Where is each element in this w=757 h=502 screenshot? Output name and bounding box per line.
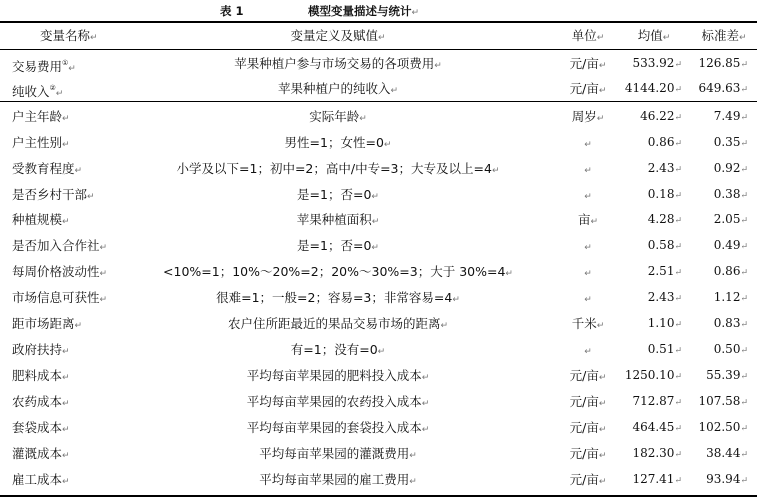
cell-unit: 周岁↵: [571, 109, 605, 124]
cell-mean: 0.86↵: [647, 135, 682, 149]
paragraph-mark-icon: ↵: [598, 61, 607, 71]
footnote-marker: ①: [62, 59, 69, 67]
table-row: [0, 389, 757, 414]
paragraph-mark-icon: ↵: [674, 398, 682, 408]
table-row: [0, 207, 757, 232]
cell-sd: 0.38↵: [713, 187, 748, 201]
cell-name: 距市场距离↵: [12, 316, 83, 331]
cell-unit: 亩↵: [577, 212, 599, 227]
table-row: [0, 285, 757, 310]
cell-definition: 是=1；否=0↵: [297, 238, 379, 253]
table-row: [0, 467, 757, 492]
cell-definition: 平均每亩苹果园的肥料投入成本↵: [246, 368, 430, 383]
cell-unit: 元/亩↵: [569, 446, 607, 461]
paragraph-mark-icon: ↵: [674, 346, 682, 356]
table-row: [0, 311, 757, 336]
header-mean: 均值↵: [637, 28, 671, 43]
cell-name: 受教育程度↵: [12, 161, 83, 176]
paragraph-mark-icon: ↵: [740, 113, 748, 123]
cell-name: 纯收入②↵: [12, 84, 64, 99]
header-rule: [0, 49, 757, 50]
paragraph-mark-icon: ↵: [596, 33, 605, 43]
paragraph-mark-icon: ↵: [674, 242, 682, 252]
cell-name: 户主年龄↵: [12, 109, 70, 124]
paragraph-mark-icon: ↵: [740, 346, 748, 356]
paragraph-mark-icon: ↵: [62, 217, 70, 227]
table-row: [0, 441, 757, 466]
table-row: [0, 182, 757, 207]
paragraph-mark-icon: ↵: [740, 450, 748, 460]
cell-sd: 126.85↵: [698, 56, 748, 70]
cell-name: 雇工成本↵: [12, 472, 70, 487]
cell-unit: 元/亩↵: [569, 81, 607, 96]
table-row: [0, 363, 757, 388]
table-row: [0, 76, 757, 101]
paragraph-mark-icon: ↵: [584, 243, 592, 253]
cell-sd: 0.35↵: [713, 135, 748, 149]
paragraph-mark-icon: ↵: [55, 89, 64, 99]
paragraph-mark-icon: ↵: [434, 61, 442, 71]
cell-sd: 102.50↵: [698, 420, 748, 434]
cell-definition: 小学及以下=1；初中=2；高中/中专=3；大专及以上=4↵: [176, 161, 500, 176]
paragraph-mark-icon: ↵: [62, 425, 70, 435]
table-number: 表 1: [220, 4, 244, 18]
cell-mean: 127.41↵: [632, 472, 682, 486]
paragraph-mark-icon: ↵: [674, 476, 682, 486]
cell-mean: 2.51↵: [647, 264, 682, 278]
paragraph-mark-icon: ↵: [740, 320, 748, 330]
cell-mean: 464.45↵: [632, 420, 682, 434]
cell-definition: 有=1；没有=0↵: [290, 342, 386, 357]
paragraph-mark-icon: ↵: [740, 294, 748, 304]
cell-definition: 苹果种植户的纯收入↵: [277, 81, 399, 96]
paragraph-mark-icon: ↵: [674, 113, 682, 123]
cell-sd: 2.05↵: [713, 212, 748, 226]
paragraph-mark-icon: ↵: [674, 424, 682, 434]
paragraph-mark-icon: ↵: [674, 139, 682, 149]
paragraph-mark-icon: ↵: [740, 165, 748, 175]
cell-name: 种植规模↵: [12, 212, 70, 227]
paragraph-mark-icon: ↵: [740, 242, 748, 252]
cell-name: 是否乡村干部↵: [12, 187, 95, 202]
paragraph-mark-icon: ↵: [421, 373, 430, 383]
paragraph-mark-icon: ↵: [62, 399, 70, 409]
paragraph-mark-icon: ↵: [674, 165, 682, 175]
paragraph-mark-icon: ↵: [674, 191, 682, 201]
paragraph-mark-icon: ↵: [62, 477, 70, 487]
cell-name: 交易费用①↵: [12, 59, 76, 74]
paragraph-mark-icon: ↵: [740, 191, 748, 201]
cell-sd: 0.50↵: [713, 342, 748, 356]
cell-definition: 平均每亩苹果园的农药投入成本↵: [246, 394, 430, 409]
table-header-row: [0, 23, 757, 48]
paragraph-mark-icon: ↵: [371, 217, 380, 227]
paragraph-mark-icon: ↵: [740, 372, 748, 382]
cell-mean: 533.92↵: [632, 56, 682, 70]
cell-name: 套袋成本↵: [12, 420, 70, 435]
paragraph-mark-icon: ↵: [409, 477, 417, 487]
cell-definition: 很难=1；一般=2；容易=3；非常容易=4↵: [216, 290, 460, 305]
cell-definition: 苹果种植户参与市场交易的各项费用↵: [234, 56, 442, 71]
paragraph-mark-icon: ↵: [62, 373, 70, 383]
cell-sd: 1.12↵: [713, 290, 748, 304]
paragraph-mark-icon: ↵: [740, 476, 748, 486]
cell-sd: 107.58↵: [698, 394, 748, 408]
bottom-rule: [0, 495, 757, 497]
paragraph-mark-icon: ↵: [87, 192, 95, 202]
paragraph-mark-icon: ↵: [359, 114, 367, 124]
paragraph-mark-icon: ↵: [390, 86, 399, 96]
paragraph-mark-icon: ↵: [62, 140, 70, 150]
cell-mean: 2.43↵: [647, 161, 682, 175]
cell-name: 肥料成本↵: [12, 368, 70, 383]
cell-sd: 93.94↵: [706, 472, 748, 486]
paragraph-mark-icon: ↵: [505, 269, 513, 279]
paragraph-mark-icon: ↵: [662, 33, 671, 43]
paragraph-mark-icon: ↵: [491, 166, 500, 176]
cell-mean: 0.18↵: [647, 187, 682, 201]
cell-definition: 平均每亩苹果园的套袋投入成本↵: [246, 420, 430, 435]
table-row: [0, 51, 757, 76]
cell-sd: 649.63↵: [698, 81, 748, 95]
cell-mean: 2.43↵: [647, 290, 682, 304]
paragraph-mark-icon: ↵: [584, 140, 592, 150]
paragraph-mark-icon: ↵: [90, 33, 98, 43]
cell-sd: 0.49↵: [713, 238, 748, 252]
paragraph-mark-icon: ↵: [584, 347, 592, 357]
paragraph-mark-icon: ↵: [740, 85, 748, 95]
paragraph-mark-icon: ↵: [99, 295, 108, 305]
paragraph-mark-icon: ↵: [377, 347, 386, 357]
paragraph-mark-icon: ↵: [740, 398, 748, 408]
header-unit: 单位↵: [571, 28, 605, 43]
cell-definition: <10%=1；10%～20%=2；20%～30%=3；大于 30%=4↵: [163, 264, 513, 279]
paragraph-mark-icon: ↵: [371, 243, 379, 253]
paragraph-mark-icon: ↵: [740, 424, 748, 434]
paragraph-mark-icon: ↵: [74, 166, 83, 176]
cell-sd: 7.49↵: [713, 109, 748, 123]
cell-mean: 46.22↵: [640, 109, 682, 123]
paragraph-mark-icon: ↵: [740, 216, 748, 226]
table-row: [0, 415, 757, 440]
paragraph-mark-icon: ↵: [99, 269, 108, 279]
paragraph-mark-icon: ↵: [62, 451, 70, 461]
cell-definition: 平均每亩苹果园的灌溉费用↵: [259, 446, 417, 461]
cell-unit: 元/亩↵: [569, 394, 607, 409]
paragraph-mark-icon: ↵: [596, 114, 605, 124]
paragraph-mark-icon: ↵: [598, 451, 607, 461]
paragraph-mark-icon: ↵: [590, 217, 599, 227]
paragraph-mark-icon: ↵: [740, 139, 748, 149]
cell-unit: 元/亩↵: [569, 56, 607, 71]
paragraph-mark-icon: ↵: [62, 347, 70, 357]
cell-name: 农药成本↵: [12, 394, 70, 409]
paragraph-mark-icon: ↵: [674, 294, 682, 304]
paragraph-mark-icon: ↵: [674, 450, 682, 460]
table-row: [0, 259, 757, 284]
cell-sd: 38.44↵: [706, 446, 748, 460]
cell-name: 市场信息可获性↵: [12, 290, 108, 305]
cell-mean: 0.51↵: [647, 342, 682, 356]
table-caption: [0, 2, 757, 20]
paragraph-mark-icon: ↵: [584, 192, 592, 202]
footnote-marker: ②: [49, 84, 56, 92]
paragraph-mark-icon: ↵: [598, 373, 607, 383]
cell-definition: 农户住所距最近的果品交易市场的距离↵: [227, 316, 449, 331]
cell-sd: 0.86↵: [713, 264, 748, 278]
paragraph-mark-icon: ↵: [674, 268, 682, 278]
header-definition: 变量定义及赋值↵: [290, 28, 386, 43]
paragraph-mark-icon: ↵: [409, 451, 417, 461]
paragraph-mark-icon: ↵: [738, 33, 747, 43]
paragraph-mark-icon: ↵: [452, 295, 460, 305]
paragraph-mark-icon: ↵: [62, 114, 70, 124]
paragraph-mark-icon: ↵: [68, 64, 76, 74]
table-title: 模型变量描述与统计↵: [308, 4, 420, 18]
cell-mean: 0.58↵: [647, 238, 682, 252]
cell-name: 户主性别↵: [12, 135, 70, 150]
paragraph-mark-icon: ↵: [674, 85, 682, 95]
paragraph-mark-icon: ↵: [598, 477, 607, 487]
cell-mean: 1250.10↵: [624, 368, 682, 382]
paragraph-mark-icon: ↵: [740, 60, 748, 70]
paragraph-mark-icon: ↵: [598, 425, 607, 435]
cell-mean: 1.10↵: [647, 316, 682, 330]
group-divider: [0, 101, 757, 102]
paragraph-mark-icon: ↵: [674, 320, 682, 330]
paragraph-mark-icon: ↵: [674, 372, 682, 382]
cell-name: 每周价格波动性↵: [12, 264, 108, 279]
cell-definition: 苹果种植面积↵: [296, 212, 380, 227]
paragraph-mark-icon: ↵: [440, 321, 449, 331]
paragraph-mark-icon: ↵: [674, 216, 682, 226]
cell-definition: 平均每亩苹果园的雇工费用↵: [259, 472, 417, 487]
cell-definition: 实际年龄↵: [309, 109, 367, 124]
cell-mean: 4144.20↵: [624, 81, 682, 95]
paragraph-mark-icon: ↵: [674, 60, 682, 70]
cell-unit: 元/亩↵: [569, 472, 607, 487]
table-row: [0, 130, 757, 155]
paragraph-mark-icon: ↵: [584, 166, 592, 176]
paragraph-mark-icon: ↵: [99, 243, 108, 253]
paragraph-mark-icon: ↵: [371, 192, 379, 202]
paragraph-mark-icon: ↵: [421, 425, 430, 435]
cell-name: 是否加入合作社↵: [12, 238, 108, 253]
cell-unit: 元/亩↵: [569, 420, 607, 435]
header-sd: 标准差↵: [701, 28, 747, 43]
cell-name: 政府扶持↵: [12, 342, 70, 357]
cell-definition: 男性=1；女性=0↵: [284, 135, 392, 150]
paragraph-mark-icon: ↵: [596, 321, 605, 331]
paragraph-mark-icon: ↵: [421, 399, 430, 409]
header-name: 变量名称↵: [40, 28, 98, 43]
cell-sd: 55.39↵: [706, 368, 748, 382]
cell-mean: 182.30↵: [632, 446, 682, 460]
paragraph-mark-icon: ↵: [383, 140, 392, 150]
paragraph-mark-icon: ↵: [598, 399, 607, 409]
paragraph-mark-icon: ↵: [584, 295, 592, 305]
paragraph-mark-icon: ↵: [74, 321, 83, 331]
table-row: [0, 156, 757, 181]
paragraph-mark-icon: ↵: [740, 268, 748, 278]
cell-definition: 是=1；否=0↵: [297, 187, 379, 202]
paragraph-mark-icon: ↵: [584, 269, 592, 279]
paragraph-mark-icon: ↵: [598, 86, 607, 96]
table-row: [0, 104, 757, 129]
paragraph-mark-icon: ↵: [377, 33, 386, 43]
cell-name: 灌溉成本↵: [12, 446, 70, 461]
cell-mean: 4.28↵: [647, 212, 682, 226]
cell-unit: 千米↵: [571, 316, 605, 331]
table-row: [0, 337, 757, 362]
cell-sd: 0.83↵: [713, 316, 748, 330]
paragraph-mark-icon: ↵: [411, 8, 420, 18]
cell-mean: 712.87↵: [632, 394, 682, 408]
cell-sd: 0.92↵: [713, 161, 748, 175]
table-row: [0, 233, 757, 258]
cell-unit: 元/亩↵: [569, 368, 607, 383]
